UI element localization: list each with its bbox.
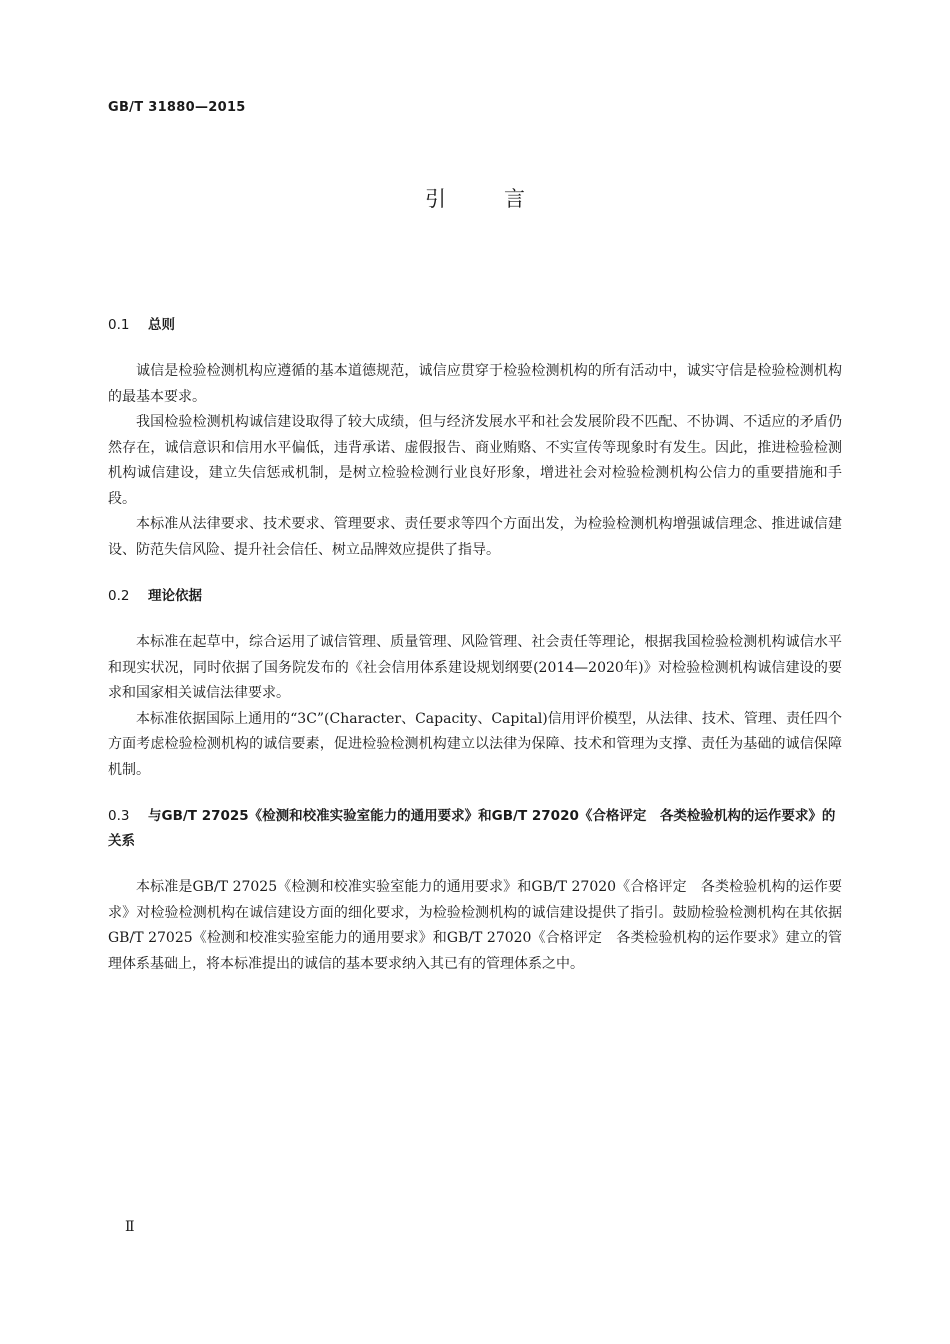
paragraph: 本标准在起草中，综合运用了诚信管理、质量管理、风险管理、社会责任等理论，根据我国检验检测机构诚信水平和现实状况，同时依据了国务院发布的《社会信用体系建设规划纲要(2014—2020年)》对检验检测机构诚信建设的要求和国家相关诚信法律要求。 [108,634,842,701]
section-heading-0-1 [108,313,842,338]
section-heading-0-2 [108,584,842,609]
page-title: 引言 [425,187,583,211]
section-title: 理论依据 [148,588,202,604]
paragraph: 本标准依据国际上通用的“3C”(Character、Capacity、Capital)信用评价模型，从法律、技术、管理、责任四个方面考虑检验检测机构的诚信要素，促进检验检测机构建立以法律为保障、技术和管理为支撑、责任为基础的诚信保障机制。 [108,710,842,778]
document-body [108,313,842,977]
paragraph: 诚信是检验检测机构应遵循的基本道德规范，诚信应贯穿于检验检测机构的所有活动中，诚实守信是检验检测机构的最基本要求。 [108,363,842,405]
paragraph: 我国检验检测机构诚信建设取得了较大成绩，但与经济发展水平和社会发展阶段不匹配、不协调、不适应的矛盾仍然存在，诚信意识和信用水平偏低，违背承诺、虚假报告、商业贿赂、不实宣传等现象时有发生。因此，推进检验检测机构诚信建设，建立失信惩戒机制，是树立检验检测行业良好形象，增进社会对检验检测机构公信力的重要措施和手段。 [108,414,842,507]
section-number: 0.3 [108,808,130,824]
page-number: Ⅱ [125,1219,135,1235]
section-title: 总则 [148,317,175,333]
section-heading-0-3 [108,804,842,854]
standard-number: GB/T 31880—2015 [108,100,246,115]
paragraph: 本标准从法律要求、技术要求、管理要求、责任要求等四个方面出发，为检验检测机构增强诚信理念、推进诚信建设、防范失信风险、提升社会信任、树立品牌效应提供了指导。 [108,516,842,558]
section-title: 与GB/T 27025《检测和校准实验室能力的通用要求》和GB/T 27020《合格评定 各类检验机构的运作要求》的关系 [108,808,836,849]
section-number: 0.2 [108,588,130,604]
section-number: 0.1 [108,317,130,333]
paragraph: 本标准是GB/T 27025《检测和校准实验室能力的通用要求》和GB/T 27020《合格评定 各类检验机构的运作要求》对检验检测机构在诚信建设方面的细化要求，为检验检测机构的诚信建设提供了指引。鼓励检验检测机构在其依据GB/T 27025《检测和校准实验室能力的通用要求》和GB/T 27020《合格评定 各类检验机构的运作要求》建立的管理体系基础上，将本标准提出的诚信的基本要求纳入其已有的管理体系之中。 [108,879,842,972]
